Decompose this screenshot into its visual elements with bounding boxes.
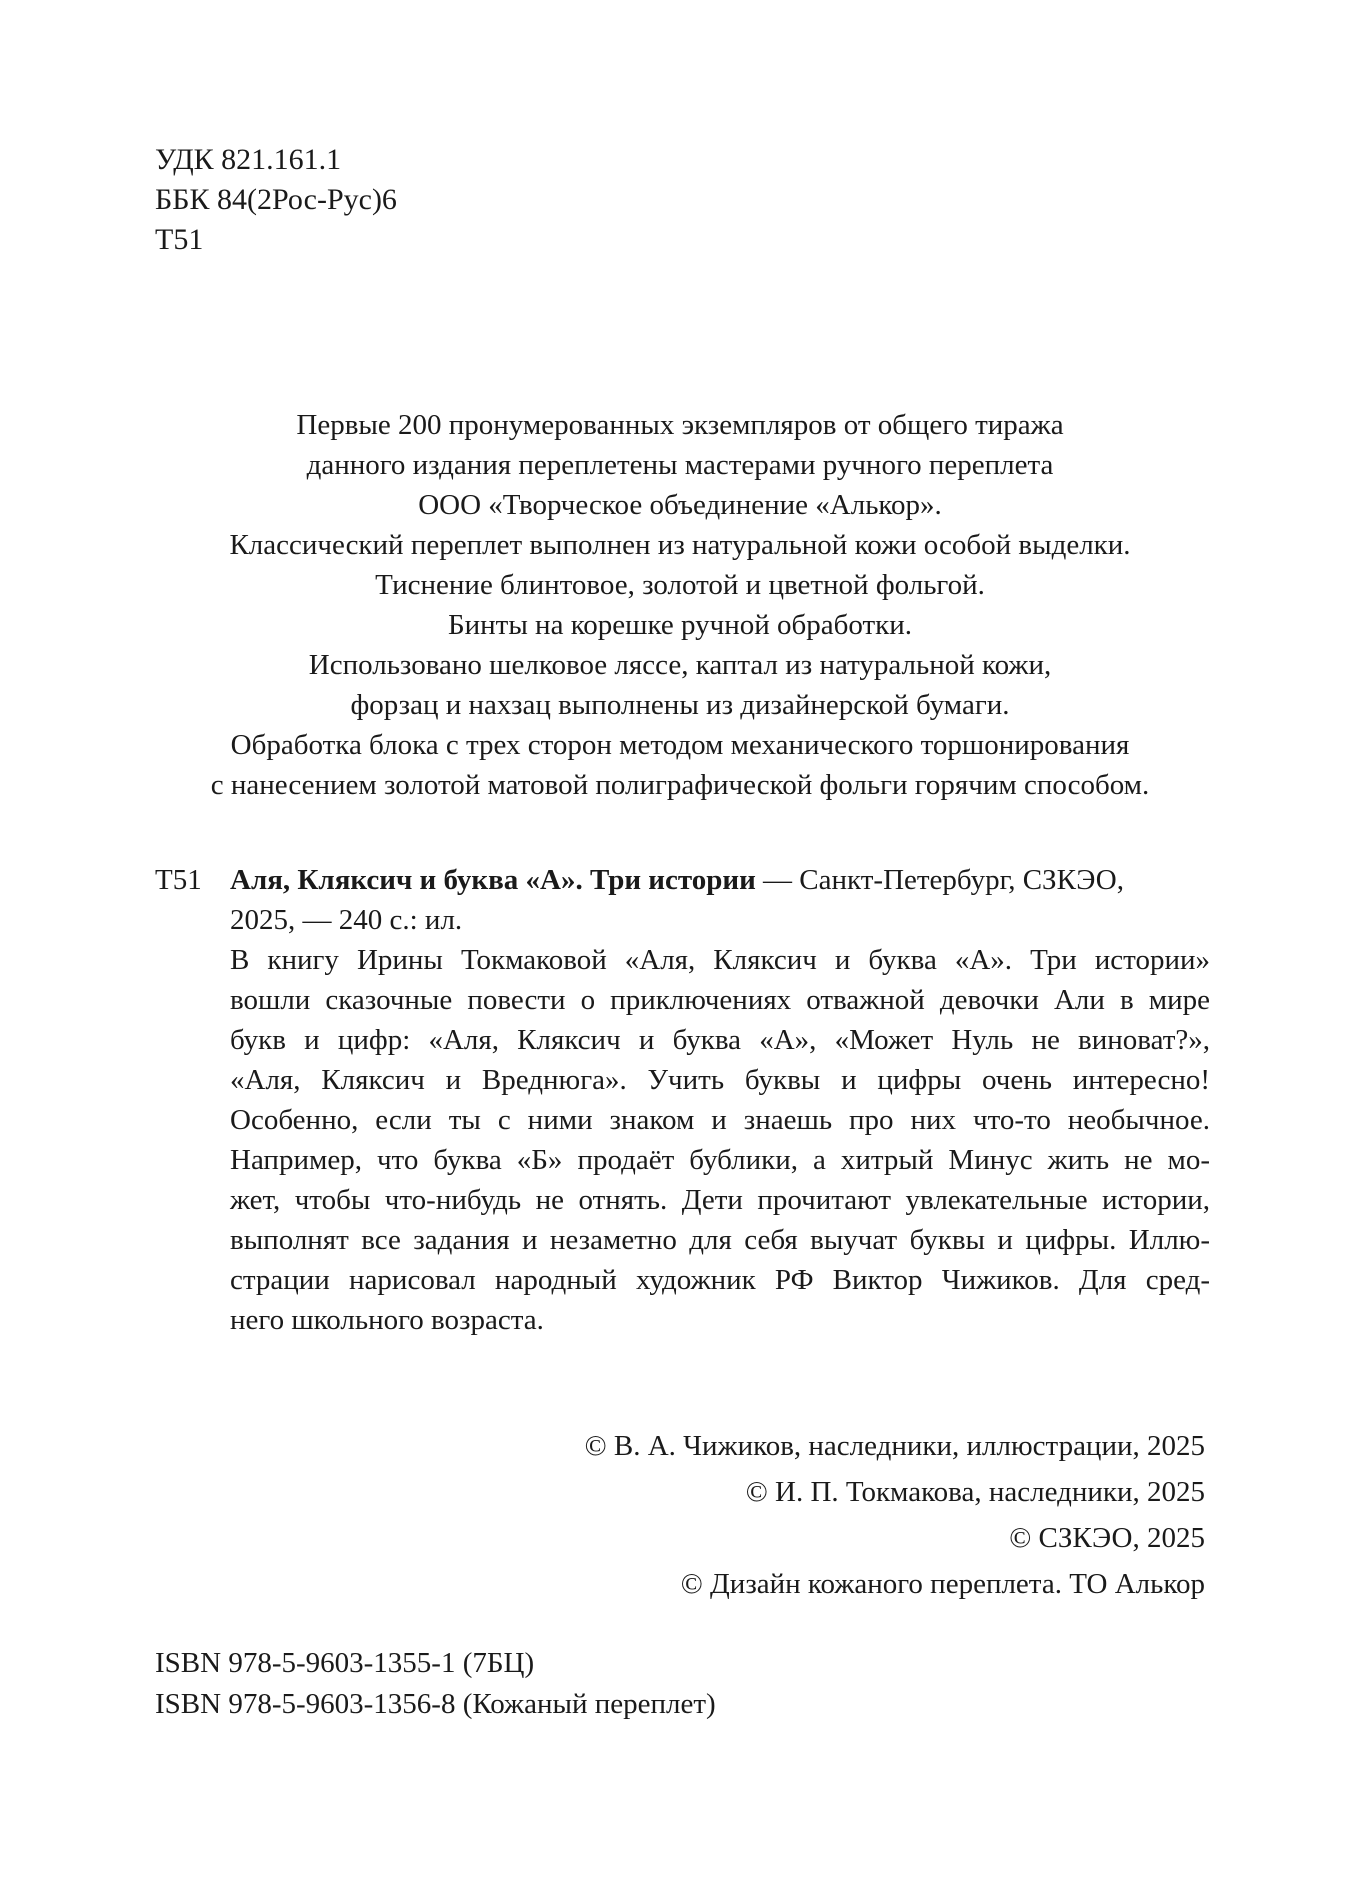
description-line: страции нарисовал народный художник РФ Виктор Чижиков. Для сред-: [230, 1264, 1210, 1296]
binding-note-line: Использовано шелковое ляссе, каптал из натуральной кожи,: [308, 649, 1052, 681]
binding-note-line: с нанесением золотой матовой полиграфической фольги горячим способом.: [210, 769, 1150, 801]
description-line: выполнят все задания и незаметно для себя выучат буквы и цифры. Иллю-: [230, 1224, 1210, 1256]
binding-note-line: данного издания переплетены мастерами ручного переплета: [306, 449, 1054, 481]
copyright-line: © СЗКЭО, 2025: [1009, 1522, 1205, 1554]
description-line: В книгу Ирины Токмаковой «Аля, Кляксич и буква «А». Три истории»: [230, 944, 1210, 976]
copyright-line: © Дизайн кожаного переплета. ТО Алькор: [680, 1568, 1205, 1600]
binding-note-line: Бинты на корешке ручной обработки.: [447, 609, 913, 641]
classification-block: [155, 140, 397, 260]
isbn-block: [155, 1643, 716, 1725]
description-line: вошли сказочные повести о приключениях отважной девочки Али в мире: [230, 984, 1210, 1016]
udk-code: УДК 821.161.1: [155, 143, 342, 176]
imprint-details: 2025, — 240 с.: ил.: [230, 904, 463, 936]
annotation-heading: [230, 860, 1210, 900]
description-line: букв и цифр: «Аля, Кляксич и буква «А», «Может Нуль не виноват?»,: [230, 1024, 1210, 1056]
annotation-code: Т51: [155, 864, 202, 896]
bbk-code: ББК 84(2Рос-Рус)6: [155, 183, 397, 216]
description-line: «Аля, Кляксич и Вреднюга». Учить буквы и цифры очень интересно!: [230, 1064, 1210, 1096]
annotation-body: [230, 860, 1210, 1340]
binding-note-line: форзац и нахзац выполнены из дизайнерской бумаги.: [350, 689, 1010, 721]
author-code: Т51: [155, 223, 204, 256]
copyright-line: © В. А. Чижиков, наследники, иллюстрации, 2025: [584, 1430, 1205, 1462]
binding-note-line: Обработка блока с трех сторон методом механического торшонирования: [230, 729, 1130, 761]
binding-note: [140, 405, 1220, 805]
binding-note-line: Классический переплет выполнен из натуральной кожи особой выделки.: [229, 529, 1131, 561]
copyright-line: © И. П. Токмакова, наследники, 2025: [745, 1476, 1205, 1508]
description-line: него школьного возраста.: [230, 1304, 544, 1336]
description-line: Например, что буква «Б» продаёт бублики, а хитрый Минус жить не мо-: [230, 1144, 1210, 1176]
isbn-line: ISBN 978-5-9603-1356-8 (Кожаный переплет): [155, 1688, 716, 1720]
binding-note-line: Тиснение блинтовое, золотой и цветной фольгой.: [375, 569, 985, 601]
description-line: жет, чтобы что-нибудь не отнять. Дети прочитают увлекательные истории,: [230, 1184, 1210, 1216]
description-line: Особенно, если ты с ними знаком и знаешь про них что-то необычное.: [230, 1104, 1210, 1136]
binding-note-line: Первые 200 пронумерованных экземпляров от общего тиража: [296, 409, 1064, 441]
binding-note-line: ООО «Творческое объединение «Алькор».: [418, 489, 942, 521]
copyright-block: [585, 1423, 1205, 1607]
book-title: Аля, Кляксич и буква «А». Три истории: [230, 864, 756, 896]
isbn-line: ISBN 978-5-9603-1355-1 (7БЦ): [155, 1647, 535, 1679]
imprint-place: — Санкт-Петербург, СЗКЭО,: [755, 864, 1124, 896]
